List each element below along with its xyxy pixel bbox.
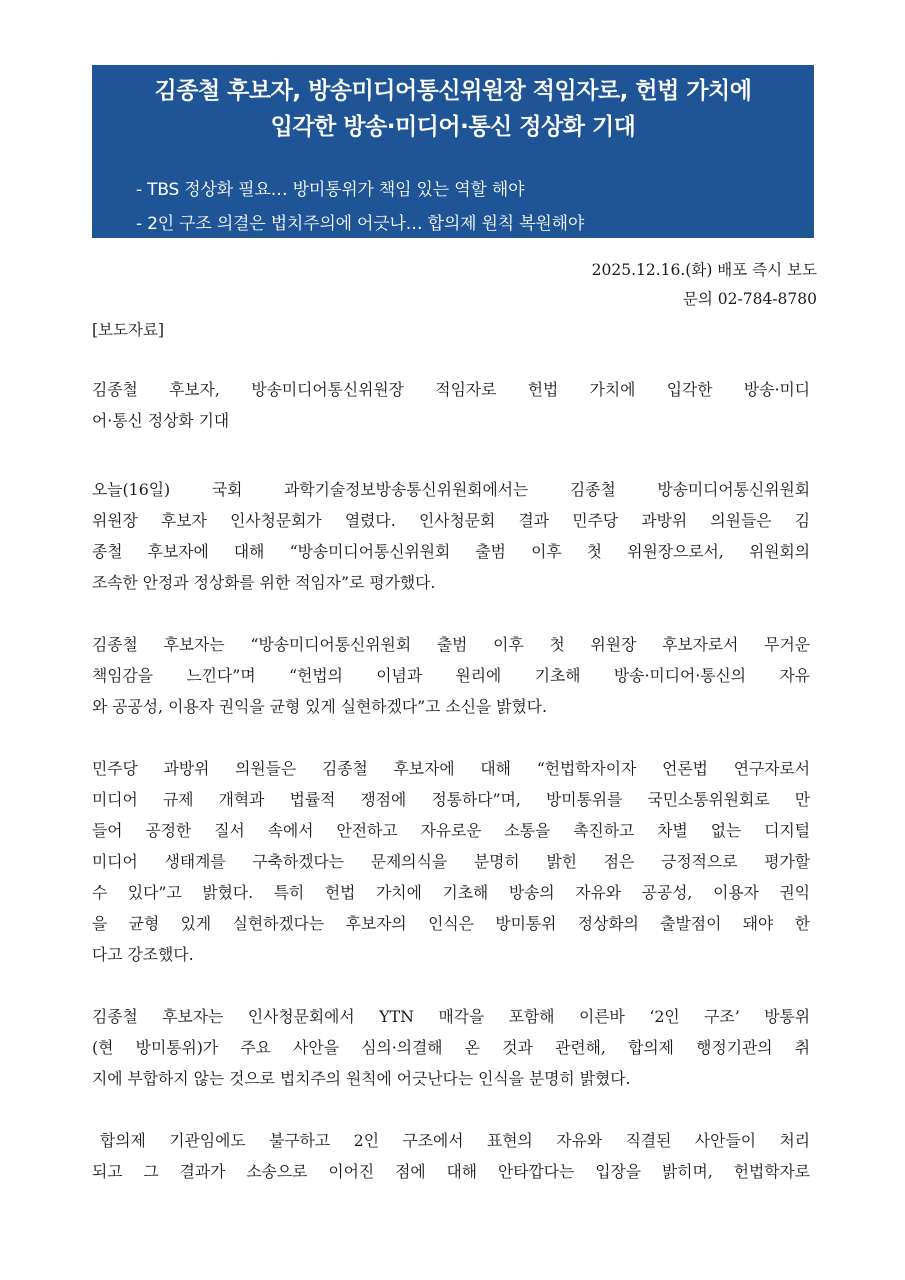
text-line: 미디어 규제 개혁과 법률적 쟁점에 정통하다”며, 방미통위를 국민소통위원회로 만	[92, 790, 810, 809]
title-paragraph	[92, 374, 810, 436]
text-line: 위원장 후보자 인사청문회가 열렸다. 인사청문회 결과 민주당 과방위 의원들은 김	[92, 511, 810, 530]
text-line: 들어 공정한 질서 속에서 안전하고 자유로운 소통을 촉진하고 차별 없는 디지털	[92, 821, 810, 840]
release-date: 2025.12.16.(화) 배포 즉시 보도	[591, 261, 817, 279]
text-line: 다고 강조했다.	[92, 945, 194, 964]
text-line: 민주당 과방위 의원들은 김종철 후보자에 대해 “헌법학자이자 언론법 연구자로서	[92, 759, 810, 778]
text-line: 와 공공성, 이용자 권익을 균형 있게 실현하겠다”고 소신을 밝혔다.	[92, 697, 548, 716]
body-paragraph-2	[92, 629, 810, 722]
text-line: 종철 후보자에 대해 “방송미디어통신위원회 출범 이후 첫 위원장으로서, 위원회의	[92, 542, 810, 561]
body-paragraph-3	[92, 753, 810, 970]
text-line: 미디어 생태계를 구축하겠다는 문제의식을 분명히 밝힌 점은 긍정적으로 평가할	[92, 852, 810, 871]
text-line: 조속한 안정과 정상화를 위한 적임자”로 평가했다.	[92, 573, 436, 592]
headline-banner	[92, 65, 814, 238]
body-paragraph-4	[92, 1001, 810, 1094]
subheadline-line-1: - TBS 정상화 필요… 방미통위가 책임 있는 역할 해야	[136, 180, 525, 200]
headline-line-1: 김종철 후보자, 방송미디어통신위원장 적임자로, 헌법 가치에	[154, 78, 752, 104]
text-line: 책임감을 느낀다”며 “헌법의 이념과 원리에 기초해 방송·미디어·통신의 자유	[92, 666, 810, 685]
body-paragraph-5	[92, 1125, 810, 1187]
text-line: 오늘(16일) 국회 과학기술정보방송통신위원회에서는 김종철 방송미디어통신위원회	[92, 480, 810, 499]
text-line: 합의제 기관임에도 불구하고 2인 구조에서 표현의 자유와 직결된 사안들이 처리	[100, 1131, 810, 1150]
subheadline-line-2: - 2인 구조 의결은 법치주의에 어긋나… 합의제 원칙 복원해야	[136, 214, 585, 234]
text-line: 어·통신 정상화 기대	[92, 411, 230, 430]
text-line: 지에 부합하지 않는 것으로 법치주의 원칙에 어긋난다는 인식을 분명히 밝혔다.	[92, 1069, 631, 1088]
headline-line-2: 입각한 방송·미디어·통신 정상화 기대	[270, 114, 636, 140]
contact-phone: 문의 02-784-8780	[682, 290, 817, 308]
text-line: 김종철 후보자는 “방송미디어통신위원회 출범 이후 첫 위원장 후보자로서 무거운	[92, 635, 810, 654]
text-line: 을 균형 있게 실현하겠다는 후보자의 인식은 방미통위 정상화의 출발점이 돼야 한	[92, 914, 810, 933]
text-line: (현 방미통위)가 주요 사안을 심의·의결해 온 것과 관련해, 합의제 행정기관의 취	[92, 1038, 810, 1057]
text-line: 되고 그 결과가 소송으로 이어진 점에 대해 안타깝다는 입장을 밝히며, 헌법학자로	[92, 1162, 810, 1181]
body-paragraph-1	[92, 474, 810, 598]
press-release-label: [보도자료]	[92, 321, 164, 339]
text-line: 김종철 후보자, 방송미디어통신위원장 적임자로 헌법 가치에 입각한 방송·미디	[92, 380, 810, 399]
text-line: 김종철 후보자는 인사청문회에서 YTN 매각을 포함해 이른바 ‘2인 구조’ 방통위	[92, 1007, 810, 1026]
text-line: 수 있다”고 밝혔다. 특히 헌법 가치에 기초해 방송의 자유와 공공성, 이용자 권익	[92, 883, 810, 902]
